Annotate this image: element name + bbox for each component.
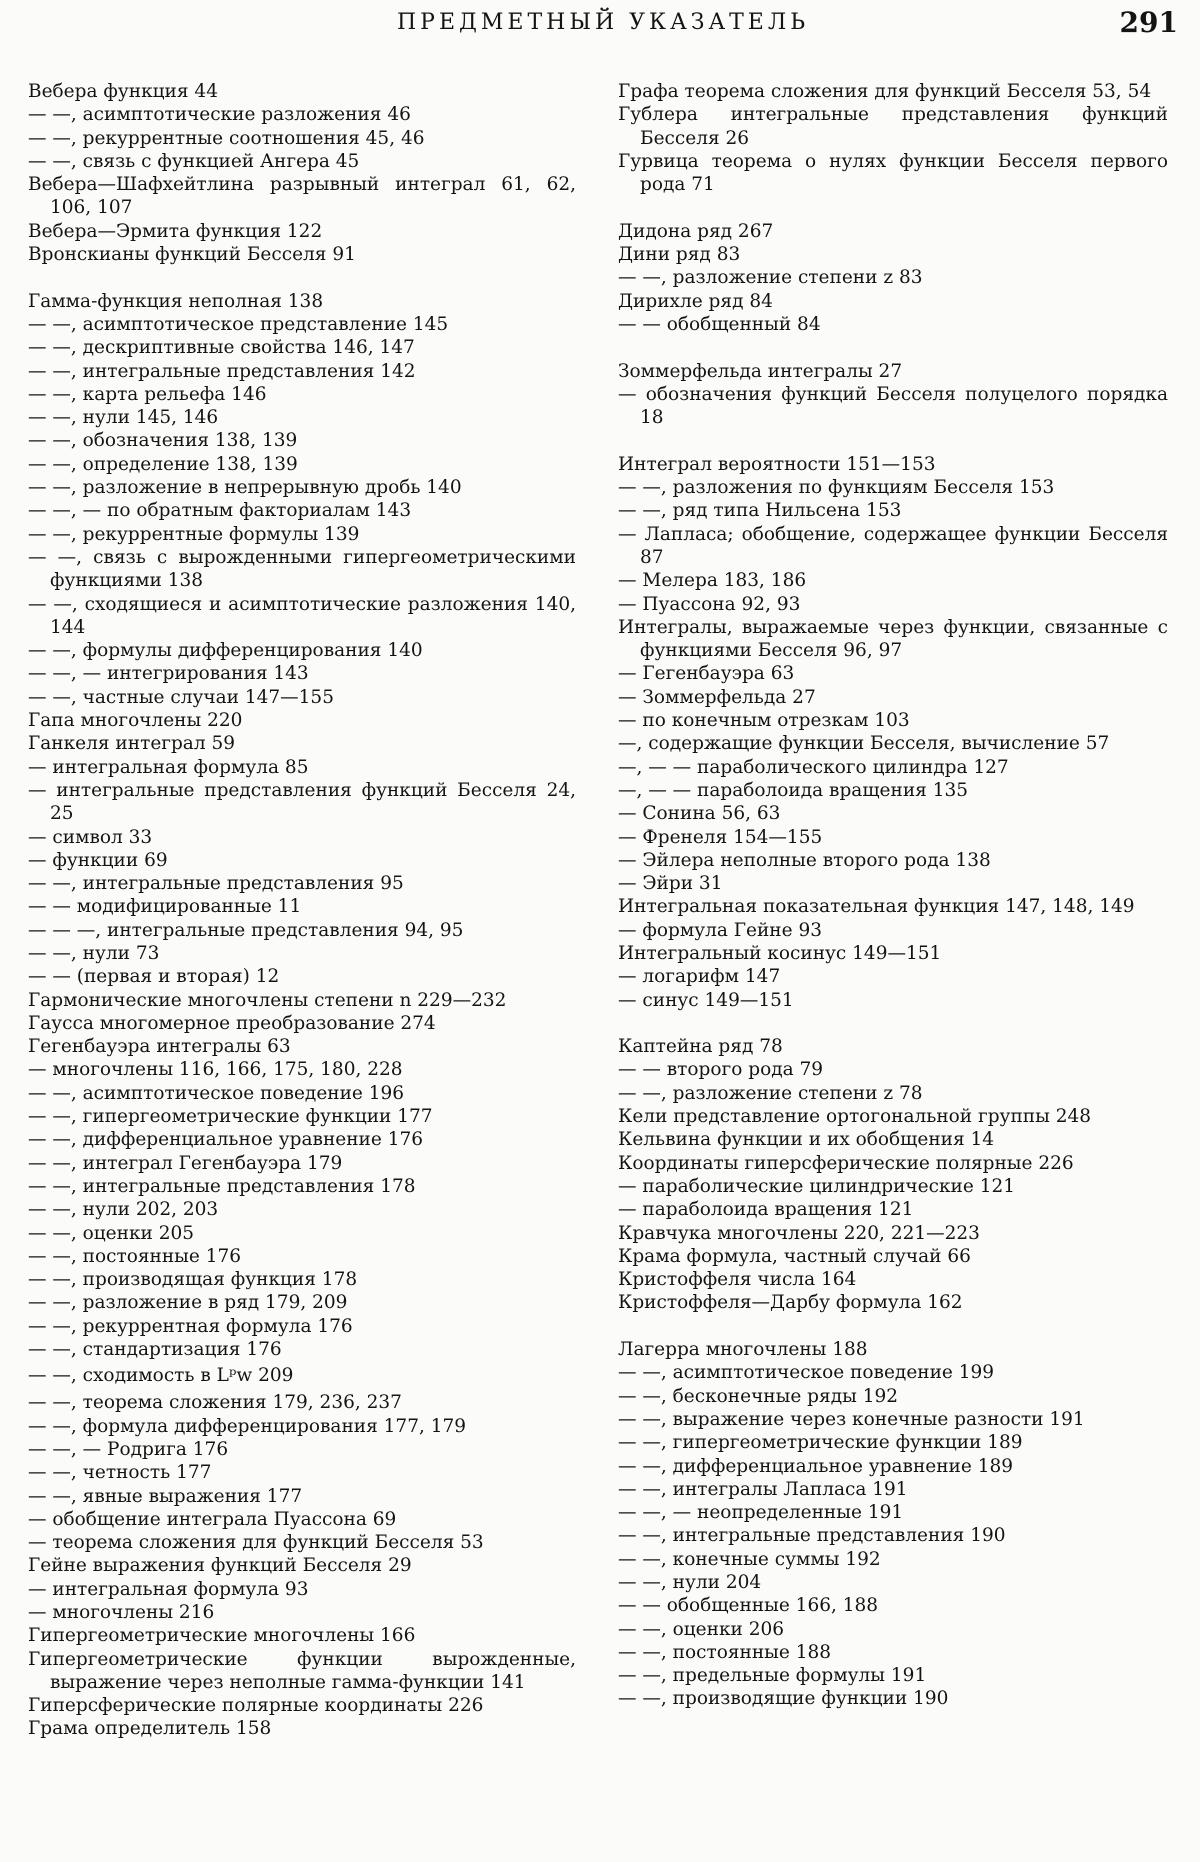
index-entry: — параболоида вращения 121: [618, 1199, 914, 1221]
index-entry: — символ 33: [28, 826, 153, 848]
index-entry: — —, нули 73: [28, 942, 160, 964]
index-entry: — —, интегральные представления 142: [28, 360, 416, 382]
index-entry: — многочлены 216: [28, 1602, 215, 1623]
index-entry: — —, связь с вырожденными гипергеометрическими функциями 138: [28, 546, 576, 592]
index-entry: — —, дифференциальное уравнение 189: [618, 1455, 1014, 1477]
index-entry: — —, асимптотическое поведение 196: [28, 1082, 405, 1104]
index-entry: — —, — неопределенные 191: [618, 1502, 904, 1524]
index-entry: Интегральная показательная функция 147, 148, 149: [618, 896, 1135, 918]
index-entry: Интеграл вероятности 151—153: [618, 453, 936, 475]
index-entry: — формула Гейне 93: [618, 919, 823, 941]
index-entry: Дидона ряд 267: [618, 220, 774, 242]
index-entry: — —, — Родрига 176: [28, 1438, 229, 1460]
section-gap: [618, 336, 1168, 359]
index-entry: —, содержащие функции Бесселя, вычисление 57: [618, 733, 1110, 755]
index-entry: — — модифицированные 11: [28, 896, 302, 918]
index-entry: — —, — интегрирования 143: [28, 663, 309, 685]
index-entry: Вебера—Эрмита функция 122: [28, 220, 323, 242]
index-column-left: [28, 80, 576, 1741]
index-entry: Гиперсферические полярные координаты 226: [28, 1695, 484, 1717]
index-entry: — —, выражение через конечные разности 191: [618, 1408, 1085, 1430]
index-entry: — —, дескриптивные свойства 146, 147: [28, 337, 415, 359]
index-entry: — обобщение интеграла Пуассона 69: [28, 1508, 397, 1530]
index-entry: — Мелера 183, 186: [618, 570, 807, 592]
index-entry: — обозначения функций Бесселя полуцелого порядка 18: [618, 383, 1168, 429]
index-entry: Гурвица теорема о нулях функции Бесселя первого рода 71: [618, 150, 1168, 196]
page-header: [28, 6, 1178, 42]
index-entry: Каптейна ряд 78: [618, 1036, 783, 1058]
section-gap: [618, 196, 1168, 219]
index-entry: Крама формула, частный случай 66: [618, 1245, 971, 1267]
index-entry: — —, определение 138, 139: [28, 453, 298, 475]
section-gap: [618, 1315, 1168, 1338]
index-entry: — Пуассона 92, 93: [618, 593, 801, 615]
index-entry: — —, предельные формулы 191: [618, 1665, 927, 1687]
index-entry: — Зоммерфельда 27: [618, 686, 816, 708]
index-entry: Гапа многочлены 220: [28, 710, 243, 732]
index-entry: — —, обозначения 138, 139: [28, 430, 298, 452]
index-entry: — —, разложения по функциям Бесселя 153: [618, 477, 1055, 499]
index-entry: Зоммерфельда интегралы 27: [618, 360, 903, 382]
index-entry: Кристоффеля числа 164: [618, 1269, 857, 1291]
index-entry: — —, оценки 205: [28, 1222, 195, 1244]
index-entry: — —, разложение в непрерывную дробь 140: [28, 477, 462, 499]
index-entry: — —, частные случаи 147—155: [28, 686, 334, 708]
index-entry: — —, интеграл Гегенбауэра 179: [28, 1152, 343, 1174]
index-entry: — синус 149—151: [618, 989, 794, 1011]
index-entry: — —, сходящиеся и асимптотические разложения 140, 144: [28, 593, 576, 638]
index-entry: — Эйри 31: [618, 873, 723, 895]
index-entry: — —, конечные суммы 192: [618, 1548, 881, 1570]
index-entry: — теорема сложения для функций Бесселя 53: [28, 1532, 484, 1554]
index-entry: — Сонина 56, 63: [618, 803, 781, 825]
section-gap: [618, 1012, 1168, 1035]
index-entry: — — (первая и вторая) 12: [28, 966, 280, 988]
index-entry: — —, разложение степени z 78: [618, 1082, 923, 1104]
index-entry: Вебера функция 44: [28, 81, 218, 102]
index-entry: Гамма-функция неполная 138: [28, 290, 324, 312]
index-entry: — — —, интегральные представления 94, 95: [28, 919, 464, 941]
index-entry: Координаты гиперсферические полярные 226: [618, 1152, 1074, 1174]
index-entry: — —, рекуррентные формулы 139: [28, 523, 360, 545]
index-entry: — многочлены 116, 166, 175, 180, 228: [28, 1059, 403, 1081]
index-entry: — —, теорема сложения 179, 236, 237: [28, 1392, 402, 1414]
index-entry: — —, бесконечные ряды 192: [618, 1385, 899, 1407]
index-entry: Лагерра многочлены 188: [618, 1339, 868, 1361]
index-entry: — —, постоянные 176: [28, 1245, 242, 1267]
index-entry: —, — — параболоида вращения 135: [618, 779, 969, 801]
section-gap: [28, 266, 576, 289]
index-entry: — —, интегралы Лапласа 191: [618, 1478, 908, 1500]
section-gap: [618, 429, 1168, 452]
index-entry: Гипергеометрические функции вырожденные, выражение через неполные гамма-функции 141: [28, 1648, 576, 1693]
running-head: ПРЕДМЕТНЫЙ УКАЗАТЕЛЬ: [396, 10, 810, 35]
index-entry: — логарифм 147: [618, 966, 781, 988]
index-entry: — —, асимптотическое представление 145: [28, 313, 449, 335]
index-entry: Интегралы, выражаемые через функции, связанные с функциями Бесселя 96, 97: [618, 616, 1168, 662]
index-entry: — по конечным отрезкам 103: [618, 710, 910, 732]
index-entry: — —, интегральные представления 190: [618, 1525, 1006, 1547]
index-entry: — —, четность 177: [28, 1462, 212, 1484]
index-entry: — —, карта рельефа 146: [28, 383, 267, 405]
index-entry: — — обобщенный 84: [618, 313, 821, 335]
index-entry: —, — — параболического цилиндра 127: [618, 756, 1009, 778]
index-entry: — —, рекуррентные соотношения 45, 46: [28, 127, 425, 149]
index-entry: — —, гипергеометрические функции 177: [28, 1106, 433, 1128]
index-entry: Дирихле ряд 84: [618, 290, 773, 312]
index-entry: Графа теорема сложения для функций Бесселя 53, 54: [618, 81, 1152, 102]
index-entry: Гублера интегральные представления функций Бесселя 26: [618, 104, 1168, 149]
index-entry: — —, рекуррентная формула 176: [28, 1315, 353, 1337]
index-entry: — —, формулы дифференцирования 140: [28, 640, 423, 662]
index-entry: — функции 69: [28, 849, 168, 871]
index-entry: — —, разложение в ряд 179, 209: [28, 1292, 348, 1314]
index-entry: — параболические цилиндрические 121: [618, 1175, 1016, 1197]
index-entry: — —, дифференциальное уравнение 176: [28, 1129, 424, 1151]
index-entry: — — обобщенные 166, 188: [618, 1595, 879, 1617]
index-entry: — интегральная формула 93: [28, 1578, 309, 1600]
index-entry: — — второго рода 79: [618, 1059, 824, 1081]
index-entry: — —, стандартизация 176: [28, 1339, 282, 1361]
index-entry: Ганкеля интеграл 59: [28, 733, 236, 755]
index-entry: Вебера—Шафхейтлина разрывный интеграл 61, 62, 106, 107: [28, 174, 576, 219]
index-entry: — —, асимптотическое поведение 199: [618, 1362, 995, 1384]
index-entry: — интегральные представления функций Бесселя 24, 25: [28, 779, 576, 825]
index-entry: — —, нули 202, 203: [28, 1199, 219, 1221]
index-entry: Грама определитель 158: [28, 1718, 272, 1740]
index-entry: — —, явные выражения 177: [28, 1485, 303, 1507]
index-entry: — Эйлера неполные второго рода 138: [618, 849, 991, 871]
index-entry: Гейне выражения функций Бесселя 29: [28, 1555, 412, 1577]
index-entry: — —, производящие функции 190: [618, 1688, 949, 1710]
index-entry: — —, нули 145, 146: [28, 407, 219, 429]
index-entry: — —, асимптотические разложения 46: [28, 104, 411, 126]
page-number: 291: [1119, 6, 1178, 39]
index-entry: Вронскианы функций Бесселя 91: [28, 244, 356, 266]
index-entry: Гармонические многочлены степени n 229—232: [28, 989, 507, 1011]
index-entry: — —, интегральные представления 95: [28, 873, 404, 895]
index-entry: — —, постоянные 188: [618, 1641, 832, 1663]
index-entry: Кравчука многочлены 220, 221—223: [618, 1222, 980, 1244]
index-entry: Гипергеометрические многочлены 166: [28, 1625, 416, 1647]
index-entry: — —, связь с функцией Ангера 45: [28, 150, 360, 172]
index-entry: Кельвина функции и их обобщения 14: [618, 1129, 995, 1151]
index-entry: Кели представление ортогональной группы 248: [618, 1106, 1092, 1128]
index-entry: Гаусса многомерное преобразование 274: [28, 1012, 436, 1034]
index-entry: — интегральная формула 85: [28, 756, 309, 778]
index-entry: — —, сходимость в Lᵖw 209: [28, 1365, 294, 1387]
index-entry: — Лапласа; обобщение, содержащее функции Бесселя 87: [618, 523, 1168, 568]
index-entry: Кристоффеля—Дарбу формула 162: [618, 1292, 963, 1314]
index-entry: — —, оценки 206: [618, 1618, 785, 1640]
index-entry: — —, производящая функция 178: [28, 1269, 358, 1291]
index-entry: — —, формула дифференцирования 177, 179: [28, 1415, 467, 1437]
index-entry: — —, гипергеометрические функции 189: [618, 1432, 1023, 1454]
index-entry: Дини ряд 83: [618, 244, 741, 266]
index-entry: Гегенбауэра интегралы 63: [28, 1036, 291, 1058]
index-entry: — Гегенбауэра 63: [618, 663, 795, 685]
index-entry: — —, разложение степени z 83: [618, 267, 923, 289]
index-entry: Интегральный косинус 149—151: [618, 942, 942, 964]
index-entry: — —, интегральные представления 178: [28, 1175, 416, 1197]
index-column-right: [618, 80, 1168, 1711]
index-entry: — Френеля 154—155: [618, 826, 823, 848]
index-entry: — —, ряд типа Нильсена 153: [618, 500, 902, 522]
index-entry: — —, нули 204: [618, 1572, 762, 1593]
index-entry: — —, — по обратным факториалам 143: [28, 500, 412, 522]
